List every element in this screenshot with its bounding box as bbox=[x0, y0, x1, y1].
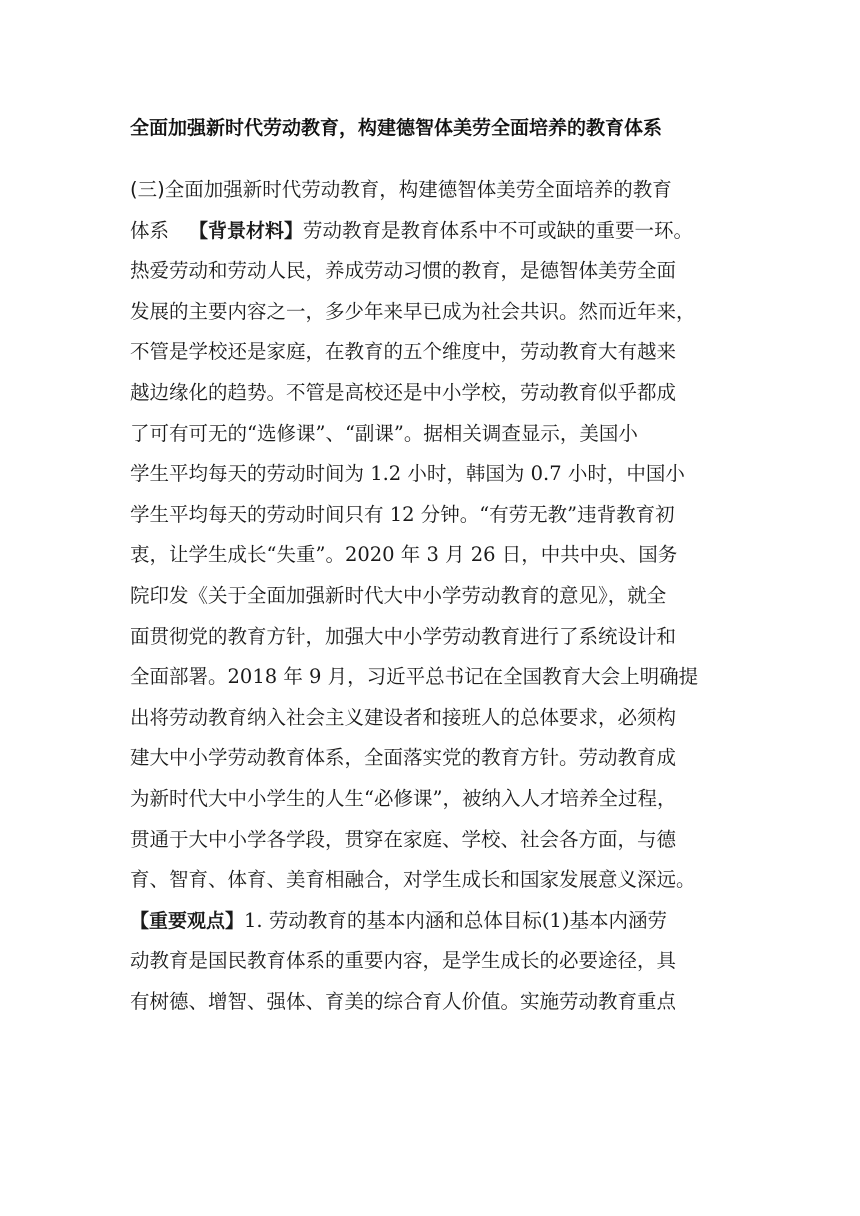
body-line bbox=[130, 292, 735, 333]
text-segment: 1. 劳动教育的基本内涵和总体目标(1)基本内涵劳 bbox=[244, 908, 667, 932]
text-segment: 衷，让学生成长“失重”。2020 年 3 月 26 日，中共中央、国务 bbox=[130, 543, 678, 567]
section-label: 【重要观点】 bbox=[130, 909, 245, 932]
text-segment: 出将劳动教育纳入社会主义建设者和接班人的总体要求，必须构 bbox=[130, 705, 677, 729]
body-line bbox=[130, 820, 735, 861]
body-line bbox=[130, 535, 735, 576]
text-segment: (三)全面加强新时代劳动教育，构建德智体美劳全面培养的教育 bbox=[130, 178, 672, 201]
body-line bbox=[130, 941, 735, 982]
text-segment: 全面部署。2018 年 9 月，习近平总书记在全国教育大会上明确提 bbox=[130, 665, 699, 689]
text-segment: 不管是学校还是家庭，在教育的五个维度中，劳动教育大有越来 bbox=[130, 340, 677, 364]
text-segment: 育、智育、体育、美育相融合，对学生成长和国家发展意义深远。 bbox=[130, 868, 696, 892]
text-segment: 热爱劳动和劳动人民，养成劳动习惯的教育，是德智体美劳全面 bbox=[130, 259, 677, 283]
body-line bbox=[130, 170, 735, 211]
text-segment: 越边缘化的趋势。不管是高校还是中小学校，劳动教育似乎都成 bbox=[130, 380, 677, 404]
body-line bbox=[130, 211, 735, 252]
text-segment: 院印发《关于全面加强新时代大中小学劳动教育的意见》，就全 bbox=[130, 583, 667, 607]
text-segment: 体系 bbox=[130, 218, 170, 242]
body-line bbox=[130, 414, 735, 455]
text-segment: 建大中小学劳动教育体系，全面落实党的教育方针。劳动教育成 bbox=[130, 746, 677, 770]
document-body bbox=[130, 170, 735, 1022]
body-line bbox=[130, 332, 735, 373]
text-segment: 学生平均每天的劳动时间只有 12 分钟。“有劳无教”违背教育初 bbox=[130, 502, 675, 526]
text-segment: 发展的主要内容之一，多少年来早已成为社会共识。然而近年来， bbox=[130, 299, 696, 323]
body-line bbox=[130, 738, 735, 779]
body-line bbox=[130, 779, 735, 820]
text-segment: 动教育是国民教育体系的重要内容，是学生成长的必要途径，具 bbox=[130, 949, 677, 973]
body-line bbox=[130, 495, 735, 536]
body-line bbox=[130, 373, 735, 414]
body-line bbox=[130, 454, 735, 495]
body-line bbox=[130, 901, 735, 942]
text-segment: 学生平均每天的劳动时间为 1.2 小时，韩国为 0.7 小时，中国小 bbox=[130, 462, 685, 486]
document-title: 全面加强新时代劳动教育，构建德智体美劳全面培养的教育体系 bbox=[130, 117, 663, 139]
body-line bbox=[130, 576, 735, 617]
body-line bbox=[130, 698, 735, 739]
body-line bbox=[130, 251, 735, 292]
body-line bbox=[130, 617, 735, 658]
body-line bbox=[130, 982, 735, 1023]
text-segment: 有树德、增智、强体、育美的综合育人价值。实施劳动教育重点 bbox=[130, 989, 677, 1013]
body-line bbox=[130, 860, 735, 901]
text-segment: 为新时代大中小学生的人生“必修课”，被纳入人才培养全过程， bbox=[130, 786, 677, 810]
text-segment: 面贯彻党的教育方针，加强大中小学劳动教育进行了系统设计和 bbox=[130, 624, 677, 648]
text-segment: 了可有可无的“选修课”、“副课”。据相关调查显示，美国小 bbox=[130, 421, 638, 445]
text-segment: 劳动教育是教育体系中不可或缺的重要一环。 bbox=[303, 218, 694, 242]
body-line bbox=[130, 657, 735, 698]
section-label: 【背景材料】 bbox=[189, 219, 304, 242]
text-segment: 贯通于大中小学各学段，贯穿在家庭、学校、社会各方面，与德 bbox=[130, 827, 677, 851]
